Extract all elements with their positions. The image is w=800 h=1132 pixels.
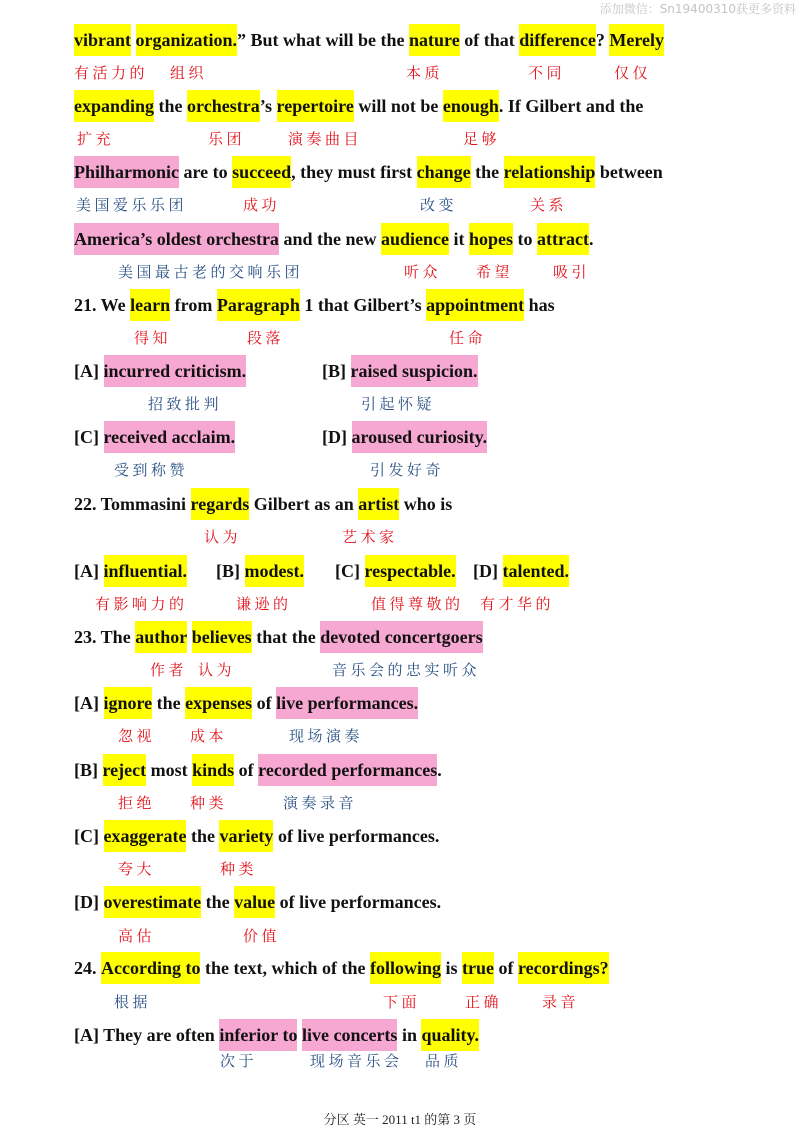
text-run: 23. The: [74, 627, 136, 647]
annotation-red: 谦逊的: [236, 595, 292, 613]
highlight-yellow: nature: [409, 24, 460, 56]
annotation-blue: 根据: [114, 993, 152, 1011]
annotation-line-16: [0, 1051, 800, 1071]
question-24-stem: [74, 952, 609, 984]
question-21-option-b: [322, 355, 478, 387]
annotation-blue: 现场音乐会: [310, 1052, 403, 1070]
highlight-yellow: quality.: [421, 1019, 479, 1051]
highlight-yellow: attract: [537, 223, 589, 255]
annotation-blue: 现场演奏: [289, 727, 364, 745]
annotation-blue: 引发好奇: [370, 461, 445, 479]
text-run: .: [588, 229, 594, 249]
question-22-option-a: [74, 555, 187, 587]
text-run: Gilbert as an: [249, 494, 359, 514]
text-run: [C]: [335, 561, 365, 581]
annotation-red: 高估: [118, 927, 156, 945]
highlight-yellow: audience: [381, 223, 449, 255]
text-run: from: [170, 295, 217, 315]
question-22-option-d: [473, 555, 569, 587]
highlight-yellow: vibrant: [74, 24, 131, 56]
annotation-blue: 改变: [420, 196, 458, 214]
annotation-line-3: [0, 195, 800, 215]
text-run: are to: [179, 162, 233, 182]
text-run: 24.: [74, 958, 101, 978]
text-run: who is: [399, 494, 453, 514]
question-23-option-a: [74, 687, 418, 719]
text-run: ” But what will be the: [237, 30, 410, 50]
highlight-yellow: enough: [443, 90, 499, 122]
text-run: the: [201, 892, 235, 912]
highlight-yellow: value: [234, 886, 275, 918]
annotation-red: 夸大: [118, 860, 156, 878]
page-footer: 分区 英一 2011 t1 的第 3 页: [323, 1112, 477, 1127]
annotation-red: 成本: [190, 727, 228, 745]
annotation-red: 认为: [198, 661, 236, 679]
annotation-red: 种类: [190, 794, 228, 812]
question-21-option-c: [74, 421, 235, 453]
question-21-option-a: [74, 355, 246, 387]
question-23-option-c: [74, 820, 439, 852]
text-run: 21. We: [74, 295, 131, 315]
question-23-option-b: [74, 754, 442, 786]
highlight-yellow: appointment: [426, 289, 524, 321]
text-run: [D]: [322, 427, 352, 447]
text-run: the: [186, 826, 220, 846]
highlight-yellow: learn: [130, 289, 170, 321]
annotation-line-4: [0, 262, 800, 282]
annotation-red: 正确: [465, 993, 503, 1011]
highlight-yellow: kinds: [192, 754, 234, 786]
highlight-yellow: reject: [103, 754, 147, 786]
text-line-4: [74, 223, 593, 255]
question-24-option-a: [74, 1019, 479, 1051]
text-run: [C]: [74, 427, 104, 447]
annotation-red: 听众: [404, 263, 442, 281]
text-run: will not be: [353, 96, 443, 116]
highlight-yellow: Paragraph: [217, 289, 300, 321]
annotation-blue: 受到称赞: [114, 461, 189, 479]
text-run: [B]: [216, 561, 245, 581]
text-run: most: [146, 760, 193, 780]
text-line-3: [74, 156, 663, 188]
highlight-yellow: expenses: [185, 687, 252, 719]
annotation-line-12: [0, 793, 800, 813]
highlight-pink: live performances.: [276, 687, 418, 719]
annotation-red: 足够: [463, 130, 501, 148]
annotation-red: 不同: [528, 64, 566, 82]
annotation-red: 录音: [542, 993, 580, 1011]
annotation-red: 演奏曲目: [288, 130, 363, 148]
annotation-red: 有活力的: [74, 64, 149, 82]
highlight-yellow: influential.: [104, 555, 188, 587]
highlight-yellow: change: [417, 156, 471, 188]
highlight-yellow: respectable.: [365, 555, 456, 587]
annotation-blue: 美国爱乐乐团: [76, 196, 188, 214]
text-run: that the: [251, 627, 321, 647]
text-run: .: [437, 760, 442, 780]
annotation-red: 扩充: [77, 130, 115, 148]
annotation-line-1: [0, 63, 800, 83]
highlight-yellow: orchestra: [187, 90, 260, 122]
question-21-stem: [74, 289, 555, 321]
annotation-blue: 引起怀疑: [361, 395, 436, 413]
text-run: ’s: [259, 96, 277, 116]
annotation-red: 吸引: [553, 263, 591, 281]
annotation-red: 有才华的: [480, 595, 555, 613]
watermark: 添加微信：Sn19400310获更多资料: [599, 2, 796, 16]
text-run: the: [470, 162, 504, 182]
text-run: 22. Tommasini: [74, 494, 191, 514]
annotation-blue: 次于: [220, 1052, 258, 1070]
question-23-option-d: [74, 886, 441, 918]
text-run: , they must first: [291, 162, 417, 182]
annotation-red: 种类: [220, 860, 258, 878]
annotation-red: 段落: [247, 329, 285, 347]
text-run: [C]: [74, 826, 104, 846]
text-run: to: [512, 229, 537, 249]
annotation-red: 成功: [243, 196, 281, 214]
text-line-2: [74, 90, 643, 122]
text-run: ?: [595, 30, 610, 50]
text-run: the text, which of the: [200, 958, 370, 978]
text-run: [A] They are often: [74, 1025, 220, 1045]
highlight-yellow: ignore: [104, 687, 153, 719]
highlight-pink: live concerts: [302, 1019, 397, 1051]
highlight-yellow: talented.: [503, 555, 570, 587]
annotation-red: 希望: [476, 263, 514, 281]
annotation-blue: 音乐会的忠实听众: [332, 661, 481, 679]
text-run: it: [448, 229, 469, 249]
annotation-blue: 美国最古老的交响乐团: [118, 263, 304, 281]
question-22-option-c: [335, 555, 456, 587]
text-run: [B]: [74, 760, 103, 780]
highlight-pink: recorded performances: [258, 754, 437, 786]
highlight-pink: raised suspicion.: [351, 355, 478, 387]
annotation-line-14: [0, 926, 800, 946]
annotation-line-2: [0, 129, 800, 149]
text-run: of that: [459, 30, 520, 50]
highlight-pink: incurred criticism.: [104, 355, 247, 387]
highlight-yellow: overestimate: [104, 886, 202, 918]
annotation-red: 拒绝: [118, 794, 156, 812]
annotation-line-9: [0, 594, 800, 614]
annotation-line-15: [0, 992, 800, 1012]
annotation-red: 忽视: [118, 727, 156, 745]
question-22-option-b: [216, 555, 304, 587]
annotation-red: 价值: [243, 927, 281, 945]
highlight-pink: received acclaim.: [104, 421, 236, 453]
highlight-yellow: According to: [101, 952, 200, 984]
highlight-yellow: true: [462, 952, 494, 984]
highlight-pink: aroused curiosity.: [352, 421, 488, 453]
text-run: [D]: [74, 892, 104, 912]
highlight-yellow: expanding: [74, 90, 154, 122]
text-run: [B]: [322, 361, 351, 381]
annotation-red: 任命: [449, 329, 487, 347]
question-23-stem: [74, 621, 483, 653]
annotation-red: 艺术家: [342, 528, 398, 546]
text-run: . If Gilbert and the: [498, 96, 644, 116]
text-run: 1 that Gilbert’s: [299, 295, 427, 315]
text-run: [D]: [473, 561, 503, 581]
annotation-blue: 招致批判: [148, 395, 223, 413]
text-line-1: [74, 24, 664, 56]
text-run: the: [152, 693, 186, 713]
question-21-option-d: [322, 421, 487, 453]
highlight-yellow: exaggerate: [104, 820, 187, 852]
highlight-yellow: organization.: [136, 24, 238, 56]
text-run: [A]: [74, 361, 104, 381]
highlight-pink: Philharmonic: [74, 156, 179, 188]
annotation-blue: 演奏录音: [283, 794, 358, 812]
text-run: the: [154, 96, 188, 116]
annotation-red: 本质: [406, 64, 444, 82]
annotation-line-10: [0, 660, 800, 680]
highlight-pink: inferior to: [219, 1019, 297, 1051]
annotation-red: 仅仅: [614, 64, 652, 82]
highlight-yellow: artist: [358, 488, 399, 520]
annotation-red: 下面: [383, 993, 421, 1011]
annotation-line-6: [0, 394, 800, 414]
highlight-yellow: hopes: [469, 223, 513, 255]
annotation-red: 作者: [150, 661, 188, 679]
highlight-yellow: difference: [519, 24, 596, 56]
annotation-red: 认为: [204, 528, 242, 546]
highlight-yellow: succeed: [232, 156, 291, 188]
text-run: of: [493, 958, 518, 978]
text-run: has: [524, 295, 555, 315]
text-run: in: [397, 1025, 422, 1045]
annotation-line-13: [0, 859, 800, 879]
text-run: of live performances.: [273, 826, 440, 846]
annotation-red: 关系: [530, 196, 568, 214]
highlight-yellow: variety: [219, 820, 273, 852]
highlight-pink: America’s oldest orchestra: [74, 223, 279, 255]
annotation-line-8: [0, 527, 800, 547]
text-run: [A]: [74, 561, 104, 581]
text-run: of live performances.: [275, 892, 442, 912]
annotation-blue: 品质: [425, 1052, 463, 1070]
text-run: of: [252, 693, 277, 713]
highlight-yellow: following: [370, 952, 441, 984]
question-22-stem: [74, 488, 452, 520]
annotation-red: 乐团: [208, 130, 246, 148]
highlight-yellow: relationship: [504, 156, 596, 188]
text-run: is: [440, 958, 462, 978]
highlight-yellow: believes: [192, 621, 252, 653]
highlight-yellow: repertoire: [277, 90, 354, 122]
annotation-red: 得知: [134, 329, 172, 347]
highlight-yellow: regards: [191, 488, 250, 520]
annotation-line-11: [0, 726, 800, 746]
highlight-yellow: author: [135, 621, 187, 653]
text-run: and the new: [278, 229, 381, 249]
text-run: between: [595, 162, 663, 182]
highlight-yellow: modest.: [245, 555, 305, 587]
annotation-red: 值得尊敬的: [371, 595, 464, 613]
annotation-line-5: [0, 328, 800, 348]
annotation-red: 有影响力的: [95, 595, 188, 613]
annotation-line-7: [0, 460, 800, 480]
text-run: [A]: [74, 693, 104, 713]
highlight-yellow: Merely: [609, 24, 664, 56]
annotation-red: 组织: [170, 64, 208, 82]
highlight-yellow: recordings?: [518, 952, 609, 984]
highlight-pink: devoted concertgoers: [320, 621, 482, 653]
text-run: of: [234, 760, 259, 780]
